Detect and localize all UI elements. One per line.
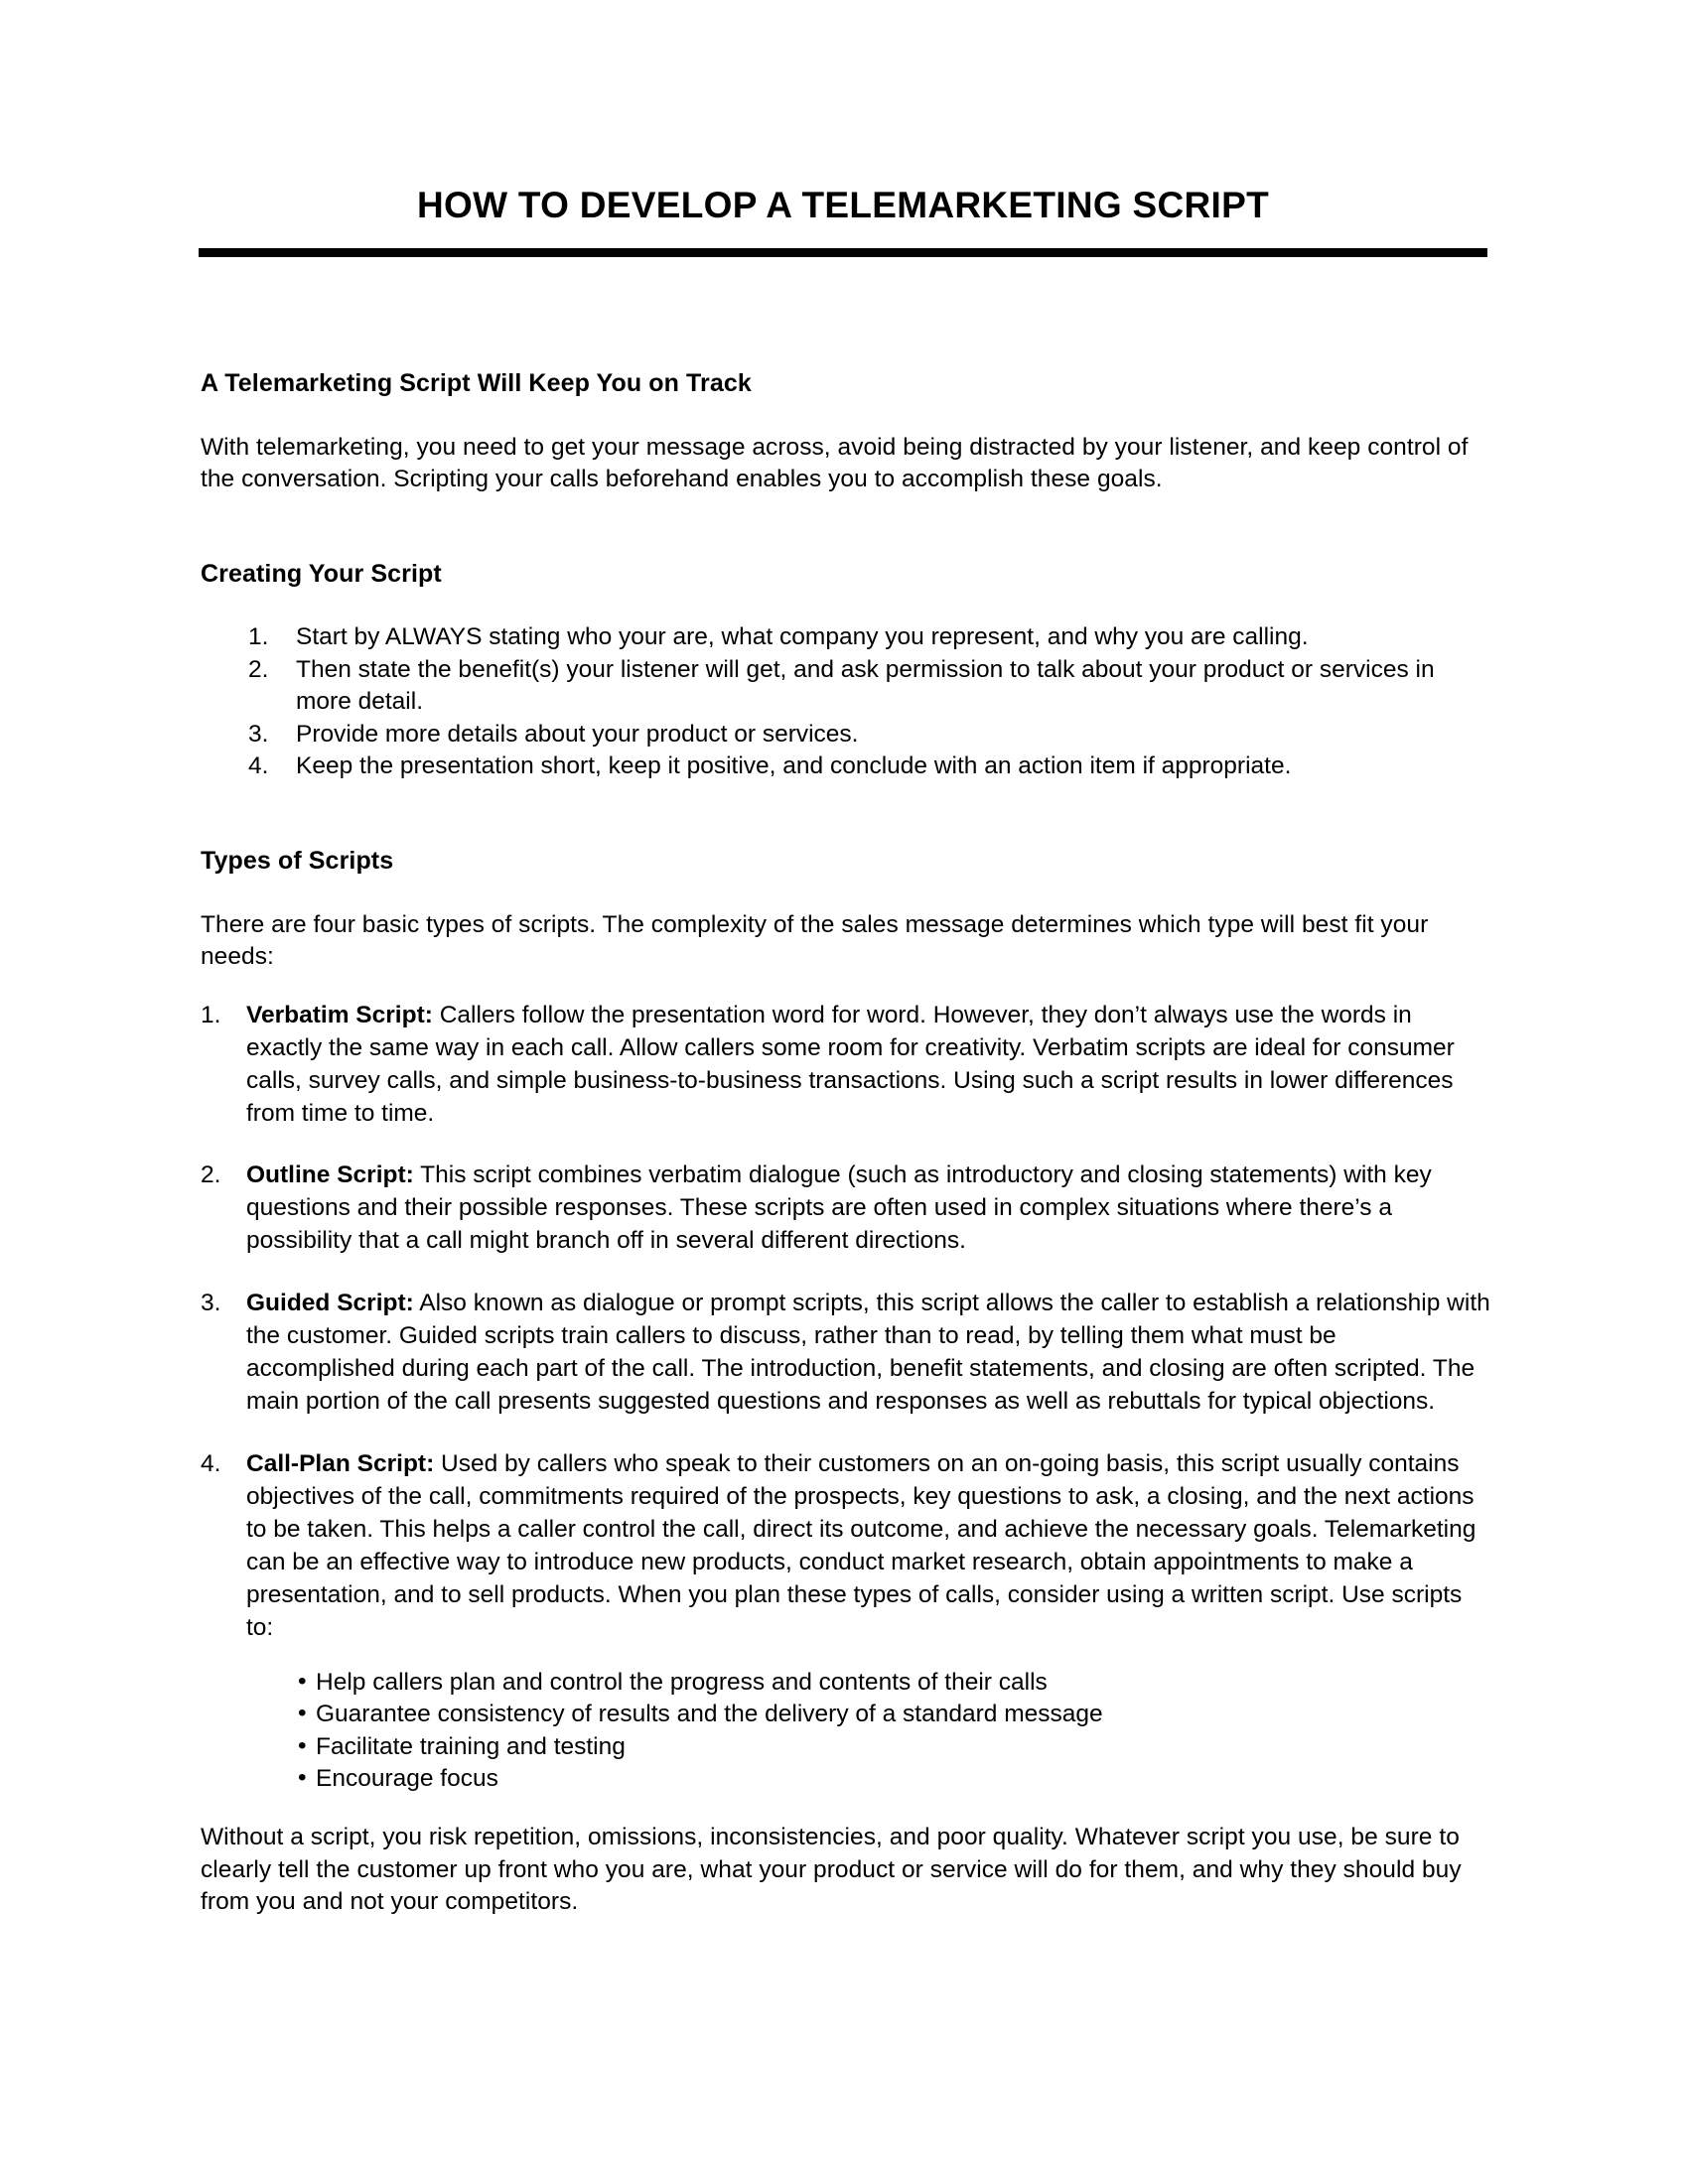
bullet-icon: • bbox=[298, 1731, 307, 1759]
section-heading-keep-on-track: A Telemarketing Script Will Keep You on Track bbox=[201, 369, 752, 397]
title-block bbox=[199, 184, 1487, 257]
list-item-text: Keep the presentation short, keep it positive, and conclude with an action item if appropriate. bbox=[296, 752, 1292, 780]
paragraph-keep-on-track: With telemarketing, you need to get your message across, avoid being distracted by your listener, and keep control of the conversation. Scripting your calls beforehand enables you to accomplish these goals. bbox=[201, 433, 1469, 493]
bullet-icon: • bbox=[298, 1700, 307, 1727]
list-item bbox=[201, 751, 1491, 783]
bullet-list-item bbox=[298, 1667, 1491, 1700]
list-item-lead: Verbatim Script: bbox=[246, 1001, 433, 1028]
list-item bbox=[201, 654, 1491, 719]
list-marker: 3. bbox=[201, 1290, 221, 1317]
section-heading-types-of-scripts: Types of Scripts bbox=[201, 847, 394, 876]
list-marker: 1. bbox=[201, 1001, 221, 1028]
paragraph-closing: Without a script, you risk repetition, omissions, inconsistencies, and poor quality. Whatever script you use, be sure to clearly tell the customer up front who you are, what your product or service will do for them, and why they should buy from you and not your competitors. bbox=[201, 1823, 1462, 1916]
bullet-list-item bbox=[298, 1731, 1491, 1764]
bullet-item-text: Help callers plan and control the progress and contents of their calls bbox=[316, 1668, 1048, 1696]
paragraph-types-intro: There are four basic types of scripts. The complexity of the sales message determines which type will best fit your needs: bbox=[201, 910, 1429, 971]
spacer bbox=[201, 590, 1491, 621]
list-marker: 4. bbox=[201, 1450, 221, 1478]
bullet-item-text: Guarantee consistency of results and the delivery of a standard message bbox=[316, 1701, 1103, 1728]
bullet-icon: • bbox=[298, 1764, 307, 1792]
list-item bbox=[201, 1160, 1491, 1258]
document-body bbox=[201, 367, 1491, 1919]
page-title: HOW TO DEVELOP A TELEMARKETING SCRIPT bbox=[416, 185, 1270, 225]
spacer bbox=[201, 783, 1491, 845]
list-marker: 3. bbox=[248, 720, 269, 748]
spacer bbox=[201, 496, 1491, 558]
list-marker: 2. bbox=[248, 655, 269, 683]
list-item-lead: Guided Script: bbox=[246, 1290, 414, 1317]
bullet-item-text: Encourage focus bbox=[316, 1765, 498, 1793]
spacer bbox=[201, 974, 1491, 1000]
bullet-icon: • bbox=[298, 1667, 307, 1695]
use-scripts-to-list bbox=[246, 1667, 1491, 1796]
spacer bbox=[201, 1796, 1491, 1822]
list-item bbox=[201, 1448, 1491, 1796]
creating-your-script-list bbox=[201, 621, 1491, 783]
list-item-text: Used by callers who speak to their customers on an on-going basis, this script usually contains objectives of the call, commitments required of the prospects, key questions to ask, a closing, and the next actions to be taken. This helps a caller control the call, direct its outcome, and achieve the necessary goals. Telemarketing can be an effective way to introduce new products, conduct market research, obtain appointments to make a presentation, and to sell products. When you plan these types of calls, consider using a written script. Use scripts to: bbox=[246, 1450, 1477, 1641]
list-item-text: This script combines verbatim dialogue (such as introductory and closing statements) with key questions and their possible responses. These scripts are often used in complex situations where there’s a possibility that a call might branch off in several different directions. bbox=[246, 1161, 1432, 1255]
spacer bbox=[201, 878, 1491, 909]
list-item bbox=[201, 719, 1491, 751]
section-heading-creating-your-script: Creating Your Script bbox=[201, 559, 442, 588]
list-item bbox=[201, 1000, 1491, 1131]
list-item-text: Provide more details about your product or services. bbox=[296, 720, 859, 748]
list-item bbox=[201, 621, 1491, 654]
list-item-text: Also known as dialogue or prompt scripts, this script allows the caller to establish a relationship with the customer. Guided scripts train callers to discuss, rather than to read, by telling them what must be accomplished during each part of the call. The introduction, benefit statements, and closing are often scripted. The main portion of the call presents suggested questions and responses as well as rebuttals for typical objections. bbox=[246, 1290, 1490, 1416]
bullet-list-item bbox=[298, 1699, 1491, 1731]
bullet-list-item bbox=[298, 1763, 1491, 1796]
types-of-scripts-list bbox=[201, 1000, 1491, 1796]
list-marker: 1. bbox=[248, 623, 269, 651]
list-marker: 4. bbox=[248, 752, 269, 780]
bullet-item-text: Facilitate training and testing bbox=[316, 1732, 626, 1760]
spacer bbox=[201, 400, 1491, 432]
title-divider bbox=[199, 248, 1487, 257]
list-item bbox=[201, 1288, 1491, 1419]
list-marker: 2. bbox=[201, 1161, 221, 1189]
list-item-lead: Outline Script: bbox=[246, 1161, 414, 1189]
list-item-text: Callers follow the presentation word for word. However, they don’t always use the words in exactly the same way in each call. Allow callers some room for creativity. Verbatim scripts are ideal for consumer calls, survey calls, and simple business-to-business transactions. Using such a script results in lower differences from time to time. bbox=[246, 1001, 1455, 1127]
list-item-text: Start by ALWAYS stating who your are, what company you represent, and why you are calling. bbox=[296, 623, 1309, 651]
list-item-lead: Call-Plan Script: bbox=[246, 1450, 435, 1478]
list-item-text: Then state the benefit(s) your listener will get, and ask permission to talk about your product or services in more detail. bbox=[296, 655, 1435, 716]
